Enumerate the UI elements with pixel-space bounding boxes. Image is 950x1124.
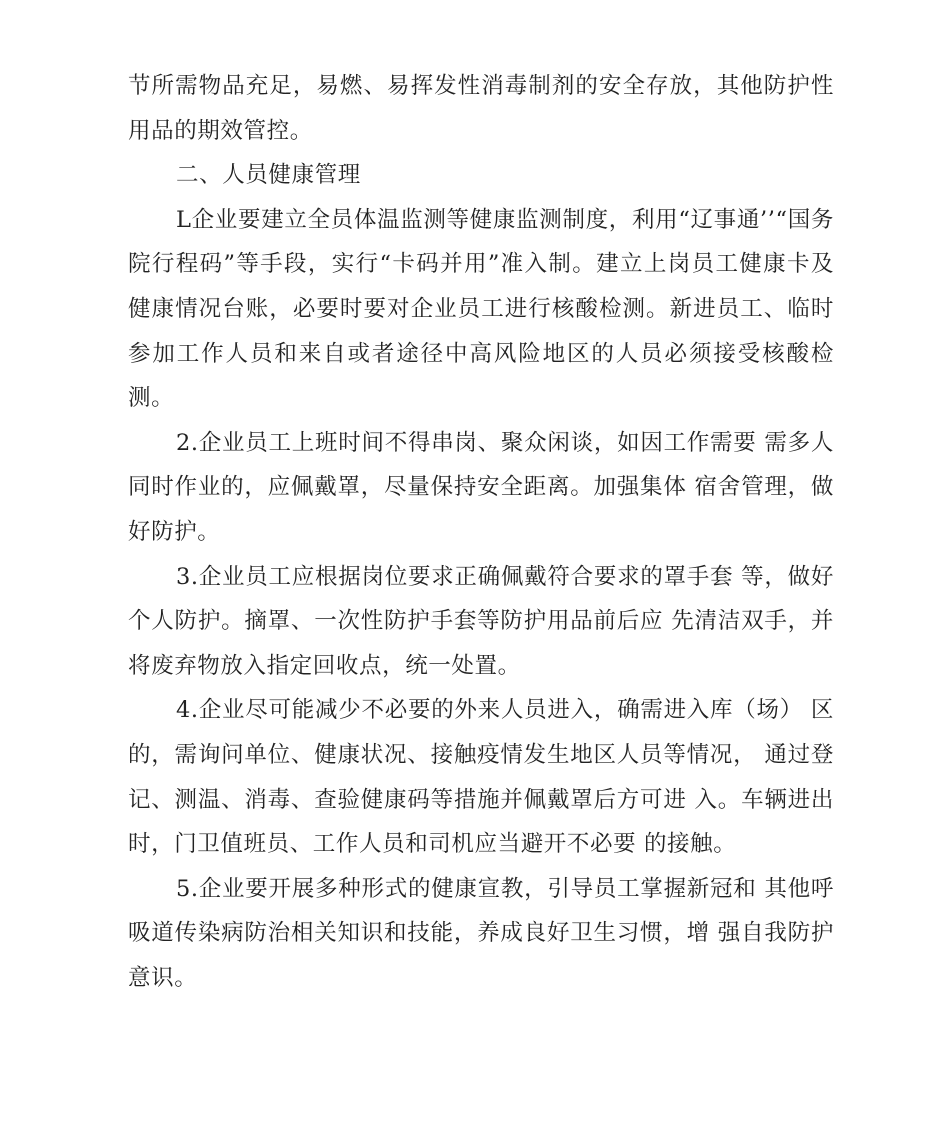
section-heading: 二、人员健康管理 [176, 162, 361, 189]
paragraph-personal-protection: 3.企业员工应根据岗位要求正确佩戴符合要求的罩手套 等，做好个人防护。摘罩、一次性防护手套等防护用品前后应 先清洁双手，并将废弃物放入指定回收点，统一处置。 [128, 563, 834, 679]
paragraph-health-monitoring: L企业要建立全员体温监测等健康监测制度，利用“辽事通’’“国务院行程码”等手段，实行“卡码并用”准入制。建立上岗员工健康卡及健康情况台账，必要时要对企业员工进行核酸检测。新进员工、临时参加工作人员和来自或者途径中高风险地区的人员必须接受核酸检测。 [128, 206, 834, 412]
paragraph-continuation: 节所需物品充足，易燃、易挥发性消毒制剂的安全存放，其他防护性用品的期效管控。 [128, 73, 834, 144]
paragraph-health-education: 5.企业要开展多种形式的健康宣教，引导员工掌握新冠和 其他呼吸道传染病防治相关知识和技能，养成良好卫生习惯，增 强自我防护意识。 [128, 875, 834, 991]
paragraph-work-rules: 2.企业员工上班时间不得串岗、聚众闲谈，如因工作需要 需多人同时作业的，应佩戴罩，尽量保持安全距离。加强集体 宿舍管理，做好防护。 [128, 429, 834, 545]
paragraph-visitor-control: 4.企业尽可能减少不必要的外来人员进入，确需进入库（场） 区的，需询问单位、健康状况、接触疫情发生地区人员等情况， 通过登记、测温、消毒、查验健康码等措施并佩戴罩后方可进 入。车辆进出时，门卫值班员、工作人员和司机应当避开不必要 的接触。 [128, 697, 834, 858]
document-body [128, 64, 834, 1000]
